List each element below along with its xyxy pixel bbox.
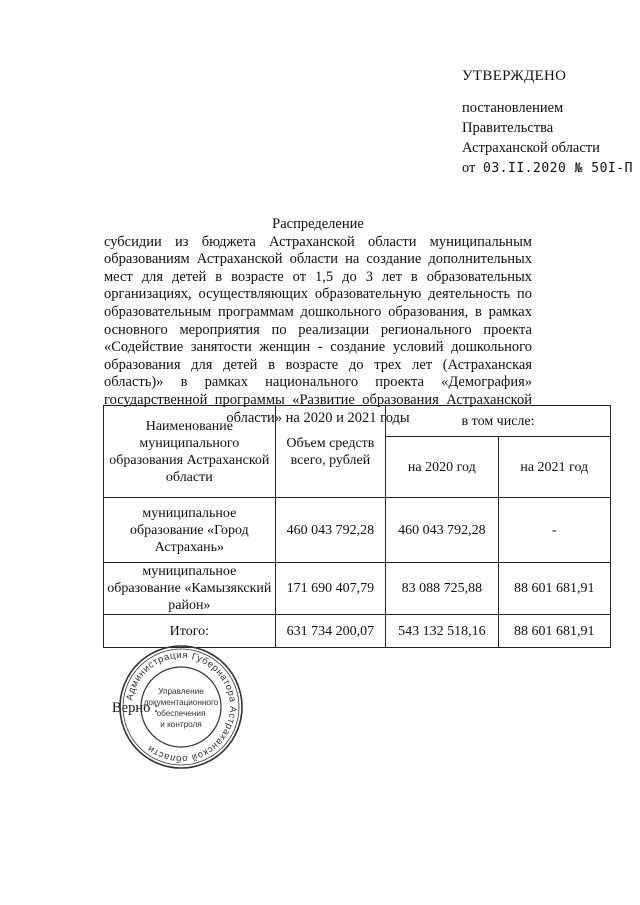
- row-2020: 460 043 792,28: [386, 498, 498, 563]
- svg-text:обеспечения: обеспечения: [156, 709, 206, 718]
- table-row: [104, 563, 611, 615]
- row-name: муниципальное образование «Камызякский район»: [104, 563, 276, 615]
- approval-line-2: Правительства: [462, 120, 554, 136]
- table-header-row: [104, 406, 611, 437]
- header-including: в том числе:: [386, 406, 611, 437]
- row-2021: -: [498, 498, 610, 563]
- round-stamp: [118, 644, 244, 770]
- svg-text:Администрация Губернатора Астр: Администрация Губернатора Астраханской области: [124, 649, 239, 765]
- header-total: Объем средств всего, рублей: [275, 406, 385, 498]
- row-name: муниципальное образование «Город Астрахань»: [104, 498, 276, 563]
- header-name: Наименование муниципального образования Астраханской области: [104, 406, 276, 498]
- total-2021: 88 601 681,91: [498, 615, 610, 648]
- svg-text:документационного: документационного: [143, 698, 219, 707]
- svg-text:и контроля: и контроля: [160, 720, 202, 729]
- title-heading: Распределение: [272, 216, 364, 232]
- total-sum: 631 734 200,07: [275, 615, 385, 648]
- total-label: Итого:: [104, 615, 276, 648]
- row-2020: 83 088 725,88: [386, 563, 498, 615]
- row-2021: 88 601 681,91: [498, 563, 610, 615]
- approval-line-1: постановлением: [462, 100, 564, 116]
- verno-label: Верно :: [112, 700, 159, 716]
- header-2020: на 2020 год: [386, 437, 498, 498]
- approval-heading: УТВЕРЖДЕНО: [462, 68, 567, 84]
- approval-date-line: [462, 158, 633, 179]
- svg-text:Управление: Управление: [158, 687, 204, 696]
- row-total: 460 043 792,28: [275, 498, 385, 563]
- date-prefix: от: [462, 160, 476, 176]
- total-2020: 543 132 518,16: [386, 615, 498, 648]
- row-total: 171 690 407,79: [275, 563, 385, 615]
- title-body: субсидии из бюджета Астраханской области муниципальным образованиям Астраханской области на создание дополнительных мест для детей в возрасте от 1,5 до 3 лет в образовательных организациях, осуществляющих образовательную деятельность по образовательным программам дошкольного образования, в рамках основного мероприятия по реализации регионального проекта «Содействие занятости женщин - создание условий дошкольного образования для детей в возрасте до трех лет (Астраханская область)» в рамках национального проекта «Демография» государственной программы «Развитие образования Астраханской области» на 2020 и 2021 годы: [104, 233, 532, 426]
- approval-block: [462, 66, 633, 179]
- distribution-table: [103, 405, 611, 648]
- table-row: [104, 498, 611, 563]
- decree-date-number: 03.II.2020 № 50I-П: [483, 161, 633, 176]
- table-total-row: [104, 615, 611, 648]
- header-2021: на 2021 год: [498, 437, 610, 498]
- approval-line-3: Астраханской области: [462, 140, 600, 156]
- document-title: [104, 216, 532, 427]
